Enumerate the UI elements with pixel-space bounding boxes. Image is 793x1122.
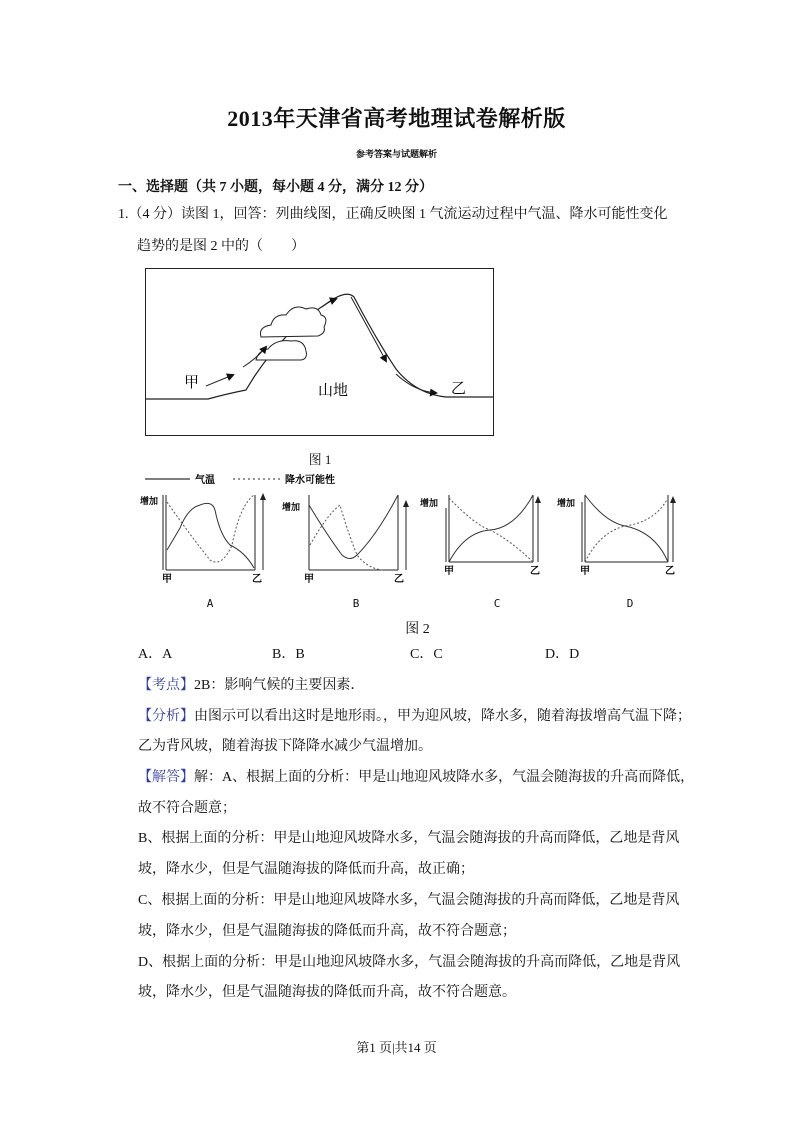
page-title: 2013年天津省高考地理试卷解析版 [227,106,566,131]
chart-c-ylabel: 增加 [420,499,439,509]
jieda-line-1 [138,768,694,788]
fenxi-tag: 【分析】 [138,709,194,724]
kaodian-tag: 【考点】 [138,678,194,693]
legend-temperature: 气温 [195,475,215,486]
airflow-windward [206,375,233,386]
panel-label-d: D [626,597,634,610]
figure-2-caption: 图 2 [405,622,430,637]
chart-b-ylabel: 增加 [282,503,301,513]
chart-d-svg [555,490,690,585]
figure-2-legend [145,470,355,489]
airflow-leeward [351,297,386,361]
legend-precipitation: 降水可能性 [285,475,335,486]
question-line-1: 1.（4 分）读图 1，回答：列曲线图，正确反映图 1 气流运动过程中气温、降水可能性变化 [118,207,668,222]
option-b[interactable]: B．B [272,647,305,662]
chart-a-svg [140,490,275,585]
chart-d-precipitation [585,498,668,562]
label-jia: 甲 [184,373,200,391]
fenxi-line-2: 乙为背风坡，随着海拔下降降水减少气温增加。 [138,739,432,754]
cloud-upper [260,307,325,337]
figure-1-mountain-diagram [145,268,494,436]
chart-a-arrowhead [260,493,266,500]
chart-d-temperature [585,495,668,562]
question-line-2: 趋势的是图 2 中的（ ） [137,239,305,254]
chart-b-svg [282,490,417,585]
chart-c-x-start: 甲 [444,566,454,577]
airflow-leeward-bottom [396,374,436,393]
chart-b-arrowhead [403,500,409,507]
chart-panel-b [282,490,417,585]
chart-a-x-start: 甲 [162,574,172,585]
jieda-line-2: 故不符合题意； [138,801,236,816]
chart-d-x-start: 甲 [580,566,590,577]
chart-d-arrowhead [670,496,676,503]
label-yi: 乙 [451,379,467,397]
chart-panel-d [555,490,690,585]
chart-b-precipitation [310,505,382,570]
jieda-b-line-2: 坡，降水少，但是气温随海拔的降低而升高，故正确； [138,862,474,877]
panel-label-c: C [493,597,501,610]
chart-b-x-end: 乙 [394,574,404,585]
chart-b-x-start: 甲 [304,574,314,585]
jieda-text-1: 解：A、根据上面的分析：甲是山地迎风坡降水多，气温会随海拔的升高而降低， [194,770,695,785]
panel-label-b: B [352,597,360,610]
fenxi-text-1: 由图示可以看出这时是地形雨。，甲为迎风坡，降水多，随着海拔增高气温下降； [194,709,691,724]
page-subtitle: 参考答案与试题解析 [355,149,437,159]
chart-panel-a [140,490,275,585]
chart-a-ylabel: 增加 [140,497,159,507]
chart-c-temperature [449,495,533,562]
chart-b-temperature [309,495,398,559]
chart-c-x-end: 乙 [530,566,540,577]
chart-c-svg [420,490,555,585]
jieda-b-line-1: B、根据上面的分析：甲是山地迎风坡降水多，气温会随海拔的升高而降低，乙地是背风 [138,831,680,846]
chart-d-x-end: 乙 [665,566,675,577]
jieda-d-line-1: D、根据上面的分析：甲是山地迎风坡降水多，气温会随海拔的升高而降低，乙地是背风 [138,955,681,970]
airflow-top [322,299,336,307]
figure-1-caption: 图 1 [308,452,332,467]
legend-svg [145,470,355,486]
jieda-c-line-2: 坡，降水少，但是气温随海拔的降低而升高，故不符合题意； [138,924,516,939]
option-d[interactable]: D．D [545,647,580,662]
jieda-tag: 【解答】 [138,770,194,785]
figure-1-svg [146,269,493,435]
option-c[interactable]: C．C [410,647,443,662]
label-mountain: 山地 [318,381,349,399]
page-footer: 第1 页|共14 页 [356,1040,437,1055]
panel-label-a: A [206,597,214,610]
chart-panel-c [420,490,555,585]
jieda-d-line-2: 坡，降水少，但是气温随海拔的降低而升高，故不符合题意。 [138,985,516,1000]
chart-d-ylabel: 增加 [557,499,576,509]
fenxi-line-1 [138,707,691,727]
chart-a-x-end: 乙 [252,574,262,585]
section-heading: 一、选择题（共 7 小题，每小题 4 分，满分 12 分） [118,180,433,195]
chart-c-precipitation [449,498,533,562]
chart-c-arrowhead [535,496,541,503]
jieda-c-line-1: C、根据上面的分析：甲是山地迎风坡降水多，气温会随海拔的升高而降低，乙地是背风 [138,893,680,908]
kaodian-line [138,676,364,696]
option-a[interactable]: A．A [138,647,173,662]
kaodian-text: 2B：影响气候的主要因素． [194,678,365,693]
